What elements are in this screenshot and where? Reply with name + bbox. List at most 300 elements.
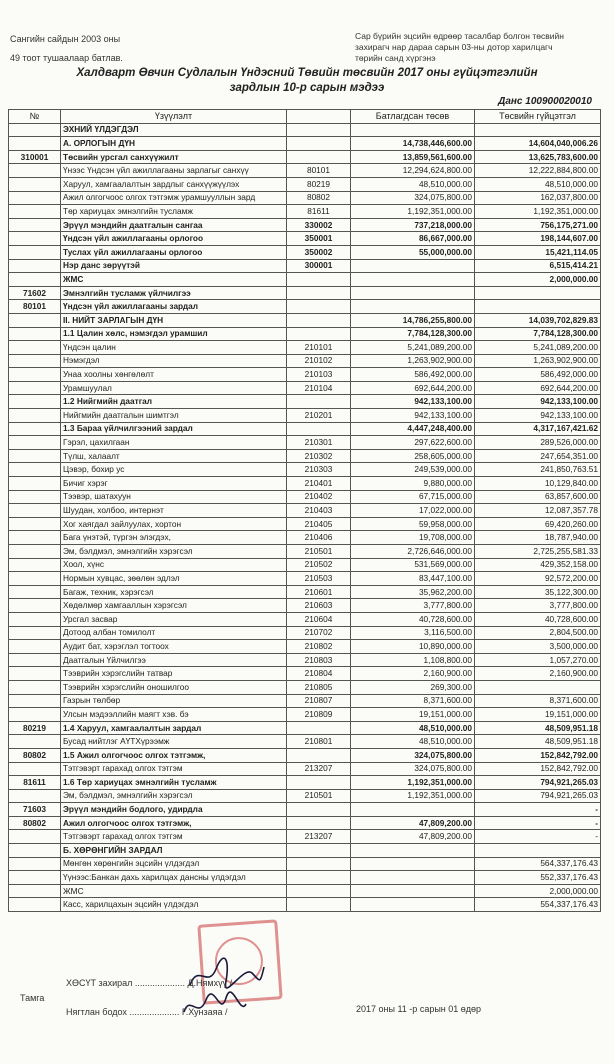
row-actual: 554,337,176.43 <box>475 898 601 912</box>
row-indicator: 1.6 Төр хариуцах эмнэлгийн тусламж <box>61 776 287 790</box>
row-number: 81611 <box>9 776 61 790</box>
row-code <box>287 884 351 898</box>
row-indicator: Эрүүл мэндийн бодлого, удирдла <box>61 803 287 817</box>
row-number <box>9 789 61 803</box>
table-row <box>9 884 601 898</box>
row-indicator: Эрүүл мэндийн даатгалын сангаа <box>61 218 287 232</box>
row-code: 350001 <box>287 232 351 246</box>
row-number: 310001 <box>9 150 61 164</box>
row-code: 210804 <box>287 667 351 681</box>
table-row <box>9 545 601 559</box>
row-indicator: Хөдөлмөр хамгааллын хэрэгсэл <box>61 599 287 613</box>
row-code: 210801 <box>287 735 351 749</box>
director-line: ХӨСҮТ захирал .................... Д.Нямхүү / <box>66 978 233 988</box>
row-number <box>9 422 61 436</box>
table-row <box>9 531 601 545</box>
row-approved <box>351 871 475 885</box>
row-code <box>287 871 351 885</box>
row-approved: 59,958,000.00 <box>351 517 475 531</box>
row-code <box>287 137 351 151</box>
row-code: 210301 <box>287 436 351 450</box>
row-actual <box>475 680 601 694</box>
row-number <box>9 490 61 504</box>
row-code: 210702 <box>287 626 351 640</box>
row-indicator: Унаа хоолны хөнгөлөлт <box>61 368 287 382</box>
table-row <box>9 286 601 300</box>
row-approved: 737,218,000.00 <box>351 218 475 232</box>
table-row <box>9 694 601 708</box>
row-code: 210503 <box>287 572 351 586</box>
row-actual: 2,000,000.00 <box>475 884 601 898</box>
table-row <box>9 449 601 463</box>
row-approved: 942,133,100.00 <box>351 395 475 409</box>
table-row <box>9 776 601 790</box>
row-actual: 14,604,040,006.26 <box>475 137 601 151</box>
table-row <box>9 748 601 762</box>
table-row <box>9 150 601 164</box>
row-actual: 564,337,176.43 <box>475 857 601 871</box>
table-row <box>9 354 601 368</box>
row-code <box>287 844 351 858</box>
table-row <box>9 816 601 830</box>
row-approved: 9,880,000.00 <box>351 477 475 491</box>
col-indicator: Үзүүлэлт <box>61 110 287 124</box>
row-actual: 3,500,000.00 <box>475 640 601 654</box>
row-approved: 55,000,000.00 <box>351 245 475 259</box>
row-approved <box>351 259 475 273</box>
row-approved: 47,809,200.00 <box>351 830 475 844</box>
row-number <box>9 898 61 912</box>
table-row <box>9 830 601 844</box>
row-indicator: Тэтгэвэрт гарахад олгох тэтгэм <box>61 762 287 776</box>
row-indicator: Туслах үйл ажиллагааны орлогоо <box>61 245 287 259</box>
table-row <box>9 898 601 912</box>
row-actual: 8,371,600.00 <box>475 694 601 708</box>
row-code <box>287 898 351 912</box>
row-actual: 942,133,100.00 <box>475 395 601 409</box>
row-number: 80101 <box>9 300 61 314</box>
row-indicator: Бага үнэтэй, түргэн элэгдэх, <box>61 531 287 545</box>
row-number <box>9 517 61 531</box>
row-actual: 12,222,884,800.00 <box>475 164 601 178</box>
row-code: 210104 <box>287 381 351 395</box>
row-actual: 63,857,600.00 <box>475 490 601 504</box>
row-actual: - <box>475 830 601 844</box>
row-indicator: ЖМС <box>61 273 287 287</box>
table-row <box>9 558 601 572</box>
row-approved: 17,022,000.00 <box>351 504 475 518</box>
row-approved: 297,622,600.00 <box>351 436 475 450</box>
table-row <box>9 612 601 626</box>
table-row <box>9 409 601 423</box>
table-row <box>9 259 601 273</box>
row-indicator: Үүнээс:Банкан дахь харилцах дансны үлдэгдэл <box>61 871 287 885</box>
row-approved: 19,151,000.00 <box>351 708 475 722</box>
row-number <box>9 409 61 423</box>
table-row <box>9 177 601 191</box>
table-row <box>9 762 601 776</box>
table-row <box>9 395 601 409</box>
row-code: 210805 <box>287 680 351 694</box>
row-number <box>9 667 61 681</box>
row-indicator: Урсгал засвар <box>61 612 287 626</box>
row-indicator: Шуудан, холбоо, интернэт <box>61 504 287 518</box>
row-code: 81611 <box>287 205 351 219</box>
row-actual: 2,000,000.00 <box>475 273 601 287</box>
row-indicator: Нэмэгдэл <box>61 354 287 368</box>
row-approved: 1,192,351,000.00 <box>351 776 475 790</box>
row-indicator: Газрын төлбөр <box>61 694 287 708</box>
row-actual: 19,151,000.00 <box>475 708 601 722</box>
row-indicator: Урамшуулал <box>61 381 287 395</box>
row-approved: 942,133,100.00 <box>351 409 475 423</box>
row-number <box>9 191 61 205</box>
row-indicator: 1.2 Нийгмийн даатгал <box>61 395 287 409</box>
table-row <box>9 572 601 586</box>
table-row <box>9 844 601 858</box>
row-indicator: Үнээс Үндсэн үйл ажиллагааны зарлагыг санхүү <box>61 164 287 178</box>
row-actual: 692,644,200.00 <box>475 381 601 395</box>
row-actual: 1,192,351,000.00 <box>475 205 601 219</box>
row-code <box>287 273 351 287</box>
row-code <box>287 816 351 830</box>
row-approved: 47,809,200.00 <box>351 816 475 830</box>
row-code: 210405 <box>287 517 351 531</box>
col-number: № <box>9 110 61 124</box>
row-actual: 7,784,128,300.00 <box>475 327 601 341</box>
row-approved: 5,241,089,200.00 <box>351 341 475 355</box>
table-row <box>9 803 601 817</box>
row-approved: 324,075,800.00 <box>351 191 475 205</box>
row-indicator: ЭХНИЙ ҮЛДЭГДЭЛ <box>61 123 287 137</box>
budget-table <box>8 109 601 912</box>
row-indicator: 1.5 Ажил олгогчоос олгох тэтгэмж, <box>61 748 287 762</box>
col-approved: Батлагдсан төсөв <box>351 110 475 124</box>
row-actual: 13,625,783,600.00 <box>475 150 601 164</box>
row-number <box>9 245 61 259</box>
table-row <box>9 218 601 232</box>
table-row <box>9 640 601 654</box>
row-actual: 756,175,271.00 <box>475 218 601 232</box>
row-approved: 8,371,600.00 <box>351 694 475 708</box>
table-row <box>9 599 601 613</box>
row-number <box>9 232 61 246</box>
row-approved: 48,510,000.00 <box>351 721 475 735</box>
row-approved <box>351 898 475 912</box>
row-approved: 40,728,600.00 <box>351 612 475 626</box>
row-actual: 429,352,158.00 <box>475 558 601 572</box>
row-indicator: 1.4 Харуул, хамгаалалтын зардал <box>61 721 287 735</box>
table-row <box>9 368 601 382</box>
row-indicator: Эмнэлгийн тусламж үйлчилгээ <box>61 286 287 300</box>
row-approved <box>351 844 475 858</box>
row-actual: 1,057,270.00 <box>475 653 601 667</box>
row-approved <box>351 300 475 314</box>
row-number <box>9 599 61 613</box>
row-indicator: Төсвийн урсгал санхүүжилт <box>61 150 287 164</box>
row-indicator: Үндсэн цалин <box>61 341 287 355</box>
table-row <box>9 463 601 477</box>
row-actual: 1,263,902,900.00 <box>475 354 601 368</box>
row-indicator: Гэрэл, цахилгаан <box>61 436 287 450</box>
table-row <box>9 232 601 246</box>
row-actual: 552,337,176.43 <box>475 871 601 885</box>
table-row <box>9 721 601 735</box>
row-number <box>9 612 61 626</box>
row-number <box>9 354 61 368</box>
row-number <box>9 205 61 219</box>
row-approved <box>351 884 475 898</box>
table-row <box>9 789 601 803</box>
row-approved: 3,777,800.00 <box>351 599 475 613</box>
row-approved <box>351 273 475 287</box>
row-approved: 1,263,902,900.00 <box>351 354 475 368</box>
row-code: 80219 <box>287 177 351 191</box>
row-code: 350002 <box>287 245 351 259</box>
row-indicator: ЖМС <box>61 884 287 898</box>
header-left-1: Сангийн сайдын 2003 оны <box>10 34 121 44</box>
row-number <box>9 708 61 722</box>
row-indicator: Хог хаягдал зайлуулах, хортон <box>61 517 287 531</box>
row-code: 210103 <box>287 368 351 382</box>
row-number: 80802 <box>9 816 61 830</box>
row-code <box>287 286 351 300</box>
row-approved: 83,447,100.00 <box>351 572 475 586</box>
table-row <box>9 490 601 504</box>
row-code: 210402 <box>287 490 351 504</box>
row-number <box>9 653 61 667</box>
row-approved: 1,192,351,000.00 <box>351 789 475 803</box>
row-code <box>287 857 351 871</box>
row-actual: 15,421,114.05 <box>475 245 601 259</box>
row-indicator: 1.1 Цалин хөлс, нэмэгдэл урамшил <box>61 327 287 341</box>
row-approved <box>351 857 475 871</box>
row-indicator: Нийгмийн даатгалын шимтгэл <box>61 409 287 423</box>
row-number <box>9 436 61 450</box>
row-actual: 10,129,840.00 <box>475 477 601 491</box>
row-number <box>9 558 61 572</box>
row-actual: 152,842,792.00 <box>475 748 601 762</box>
row-number <box>9 626 61 640</box>
row-code: 80802 <box>287 191 351 205</box>
row-actual: 942,133,100.00 <box>475 409 601 423</box>
row-code: 210401 <box>287 477 351 491</box>
row-indicator: Эм, бэлдмэл, эмнэлгийн хэрэгсэл <box>61 545 287 559</box>
row-approved: 258,605,000.00 <box>351 449 475 463</box>
row-code: 210302 <box>287 449 351 463</box>
row-code: 210102 <box>287 354 351 368</box>
row-actual: 2,160,900.00 <box>475 667 601 681</box>
row-approved: 86,667,000.00 <box>351 232 475 246</box>
table-row <box>9 123 601 137</box>
row-code <box>287 422 351 436</box>
row-code: 210603 <box>287 599 351 613</box>
row-code <box>287 721 351 735</box>
row-indicator: Б. ХӨРӨНГИЙН ЗАРДАЛ <box>61 844 287 858</box>
row-number <box>9 395 61 409</box>
row-number <box>9 463 61 477</box>
row-approved <box>351 286 475 300</box>
row-indicator: Нэр данс зөрүүтэй <box>61 259 287 273</box>
row-code: 210802 <box>287 640 351 654</box>
row-number <box>9 313 61 327</box>
row-indicator: Нормын хувцас, зөөлөн эдлэл <box>61 572 287 586</box>
table-row <box>9 585 601 599</box>
row-actual: 14,039,702,829.83 <box>475 313 601 327</box>
row-actual: 48,509,951.18 <box>475 735 601 749</box>
col-code <box>287 110 351 124</box>
row-approved: 48,510,000.00 <box>351 177 475 191</box>
row-indicator: Эм, бэлдмэл, эмнэлгийн хэрэгсэл <box>61 789 287 803</box>
row-approved: 249,539,000.00 <box>351 463 475 477</box>
row-approved: 67,715,000.00 <box>351 490 475 504</box>
table-row <box>9 191 601 205</box>
header-right-2: захирагч нар дараа сарын 03-ны дотор харилцагч <box>355 42 553 52</box>
row-indicator: Тээврийн хэрэгслийн татвар <box>61 667 287 681</box>
row-actual: - <box>475 803 601 817</box>
row-actual <box>475 286 601 300</box>
director-signature <box>186 955 266 995</box>
row-indicator: Ажил олгогчоос олгох тэтгэмж, <box>61 816 287 830</box>
row-indicator: Түлш, халаалт <box>61 449 287 463</box>
header-right-1: Сар бүрийн эцсийн өдрөөр тасалбар болгон төсвийн <box>355 31 564 41</box>
row-actual <box>475 123 601 137</box>
row-number <box>9 680 61 694</box>
row-number: 80219 <box>9 721 61 735</box>
row-actual: 586,492,000.00 <box>475 368 601 382</box>
row-approved: 4,447,248,400.00 <box>351 422 475 436</box>
row-approved: 692,644,200.00 <box>351 381 475 395</box>
row-number: 71603 <box>9 803 61 817</box>
row-code: 210501 <box>287 545 351 559</box>
row-number <box>9 477 61 491</box>
row-code: 210604 <box>287 612 351 626</box>
row-indicator: Тээврийн хэрэгслийн оношилгоо <box>61 680 287 694</box>
row-actual: 2,725,255,581.33 <box>475 545 601 559</box>
row-actual: 18,787,940.00 <box>475 531 601 545</box>
row-indicator: 1.3 Бараа үйлчилгээний зардал <box>61 422 287 436</box>
report-title-2: зардлын 10-р сарын мэдээ <box>229 82 385 94</box>
row-indicator: Мөнгөн хөрөнгийн эцсийн үлдэгдэл <box>61 857 287 871</box>
table-header-row <box>9 110 601 124</box>
row-number <box>9 871 61 885</box>
row-number <box>9 545 61 559</box>
row-code: 210403 <box>287 504 351 518</box>
row-actual: 48,509,951.18 <box>475 721 601 735</box>
row-actual: 241,850,763.51 <box>475 463 601 477</box>
row-number <box>9 504 61 518</box>
table-row <box>9 504 601 518</box>
row-actual: 794,921,265.03 <box>475 789 601 803</box>
table-row <box>9 245 601 259</box>
row-approved: 1,192,351,000.00 <box>351 205 475 219</box>
row-approved: 324,075,800.00 <box>351 762 475 776</box>
row-approved: 586,492,000.00 <box>351 368 475 382</box>
row-actual: 247,654,351.00 <box>475 449 601 463</box>
row-indicator: А. ОРЛОГЫН ДҮН <box>61 137 287 151</box>
table-row <box>9 735 601 749</box>
row-code: 210406 <box>287 531 351 545</box>
table-row <box>9 422 601 436</box>
row-number <box>9 857 61 871</box>
row-indicator: Аудит бат, хэрэглэл тогтоох <box>61 640 287 654</box>
row-code: 213207 <box>287 830 351 844</box>
header-left-2: 49 тоот тушаалаар батлав. <box>10 53 123 63</box>
row-indicator: Тээвэр, шатахуун <box>61 490 287 504</box>
row-actual: 162,037,800.00 <box>475 191 601 205</box>
row-indicator: Үндсэн үйл ажиллагааны орлогоо <box>61 232 287 246</box>
header-right-3: төрийн санд хүргэнэ <box>355 53 436 63</box>
row-code <box>287 776 351 790</box>
row-indicator: II. НИЙТ ЗАРЛАГЫН ДҮН <box>61 313 287 327</box>
row-approved: 10,890,000.00 <box>351 640 475 654</box>
row-code: 210201 <box>287 409 351 423</box>
row-approved: 3,116,500.00 <box>351 626 475 640</box>
row-number <box>9 164 61 178</box>
table-row <box>9 680 601 694</box>
account-number: Данс 100900020010 <box>498 96 592 107</box>
row-code: 210803 <box>287 653 351 667</box>
row-approved: 35,962,200.00 <box>351 585 475 599</box>
row-actual: 2,804,500.00 <box>475 626 601 640</box>
row-actual: 794,921,265.03 <box>475 776 601 790</box>
row-actual: 6,515,414.21 <box>475 259 601 273</box>
row-indicator: Дотоод албан томилолт <box>61 626 287 640</box>
table-row <box>9 626 601 640</box>
row-code: 210101 <box>287 341 351 355</box>
row-approved: 324,075,800.00 <box>351 748 475 762</box>
row-approved: 19,708,000.00 <box>351 531 475 545</box>
table-row <box>9 653 601 667</box>
table-row <box>9 205 601 219</box>
table-row <box>9 477 601 491</box>
row-actual: 40,728,600.00 <box>475 612 601 626</box>
row-code: 80101 <box>287 164 351 178</box>
row-number <box>9 381 61 395</box>
row-number <box>9 830 61 844</box>
row-code <box>287 327 351 341</box>
table-row <box>9 300 601 314</box>
row-code <box>287 313 351 327</box>
row-indicator: Ажил олгогчоос олгох тэтгэмж урамшууллын зард <box>61 191 287 205</box>
row-indicator: Бусад нийтлэг АҮТХүрээмж <box>61 735 287 749</box>
row-approved: 13,859,561,600.00 <box>351 150 475 164</box>
accountant-line: Нягтлан бодох .................... Г.Хунзаяа / <box>66 1007 228 1017</box>
row-number <box>9 531 61 545</box>
row-approved <box>351 803 475 817</box>
row-actual: 12,087,357.78 <box>475 504 601 518</box>
row-number <box>9 218 61 232</box>
row-number <box>9 327 61 341</box>
table-row <box>9 327 601 341</box>
row-indicator: Харуул, хамгаалалтын зардлыг санхүүжүүлэх <box>61 177 287 191</box>
row-number <box>9 572 61 586</box>
row-number <box>9 177 61 191</box>
row-actual: 35,122,300.00 <box>475 585 601 599</box>
row-number <box>9 341 61 355</box>
row-number <box>9 844 61 858</box>
table-row <box>9 857 601 871</box>
row-indicator: Үндсэн үйл ажиллагааны зардал <box>61 300 287 314</box>
row-code: 330002 <box>287 218 351 232</box>
row-code: 210501 <box>287 789 351 803</box>
row-approved: 1,108,800.00 <box>351 653 475 667</box>
table-row <box>9 708 601 722</box>
row-code <box>287 748 351 762</box>
row-number <box>9 123 61 137</box>
row-code: 300001 <box>287 259 351 273</box>
row-number <box>9 137 61 151</box>
